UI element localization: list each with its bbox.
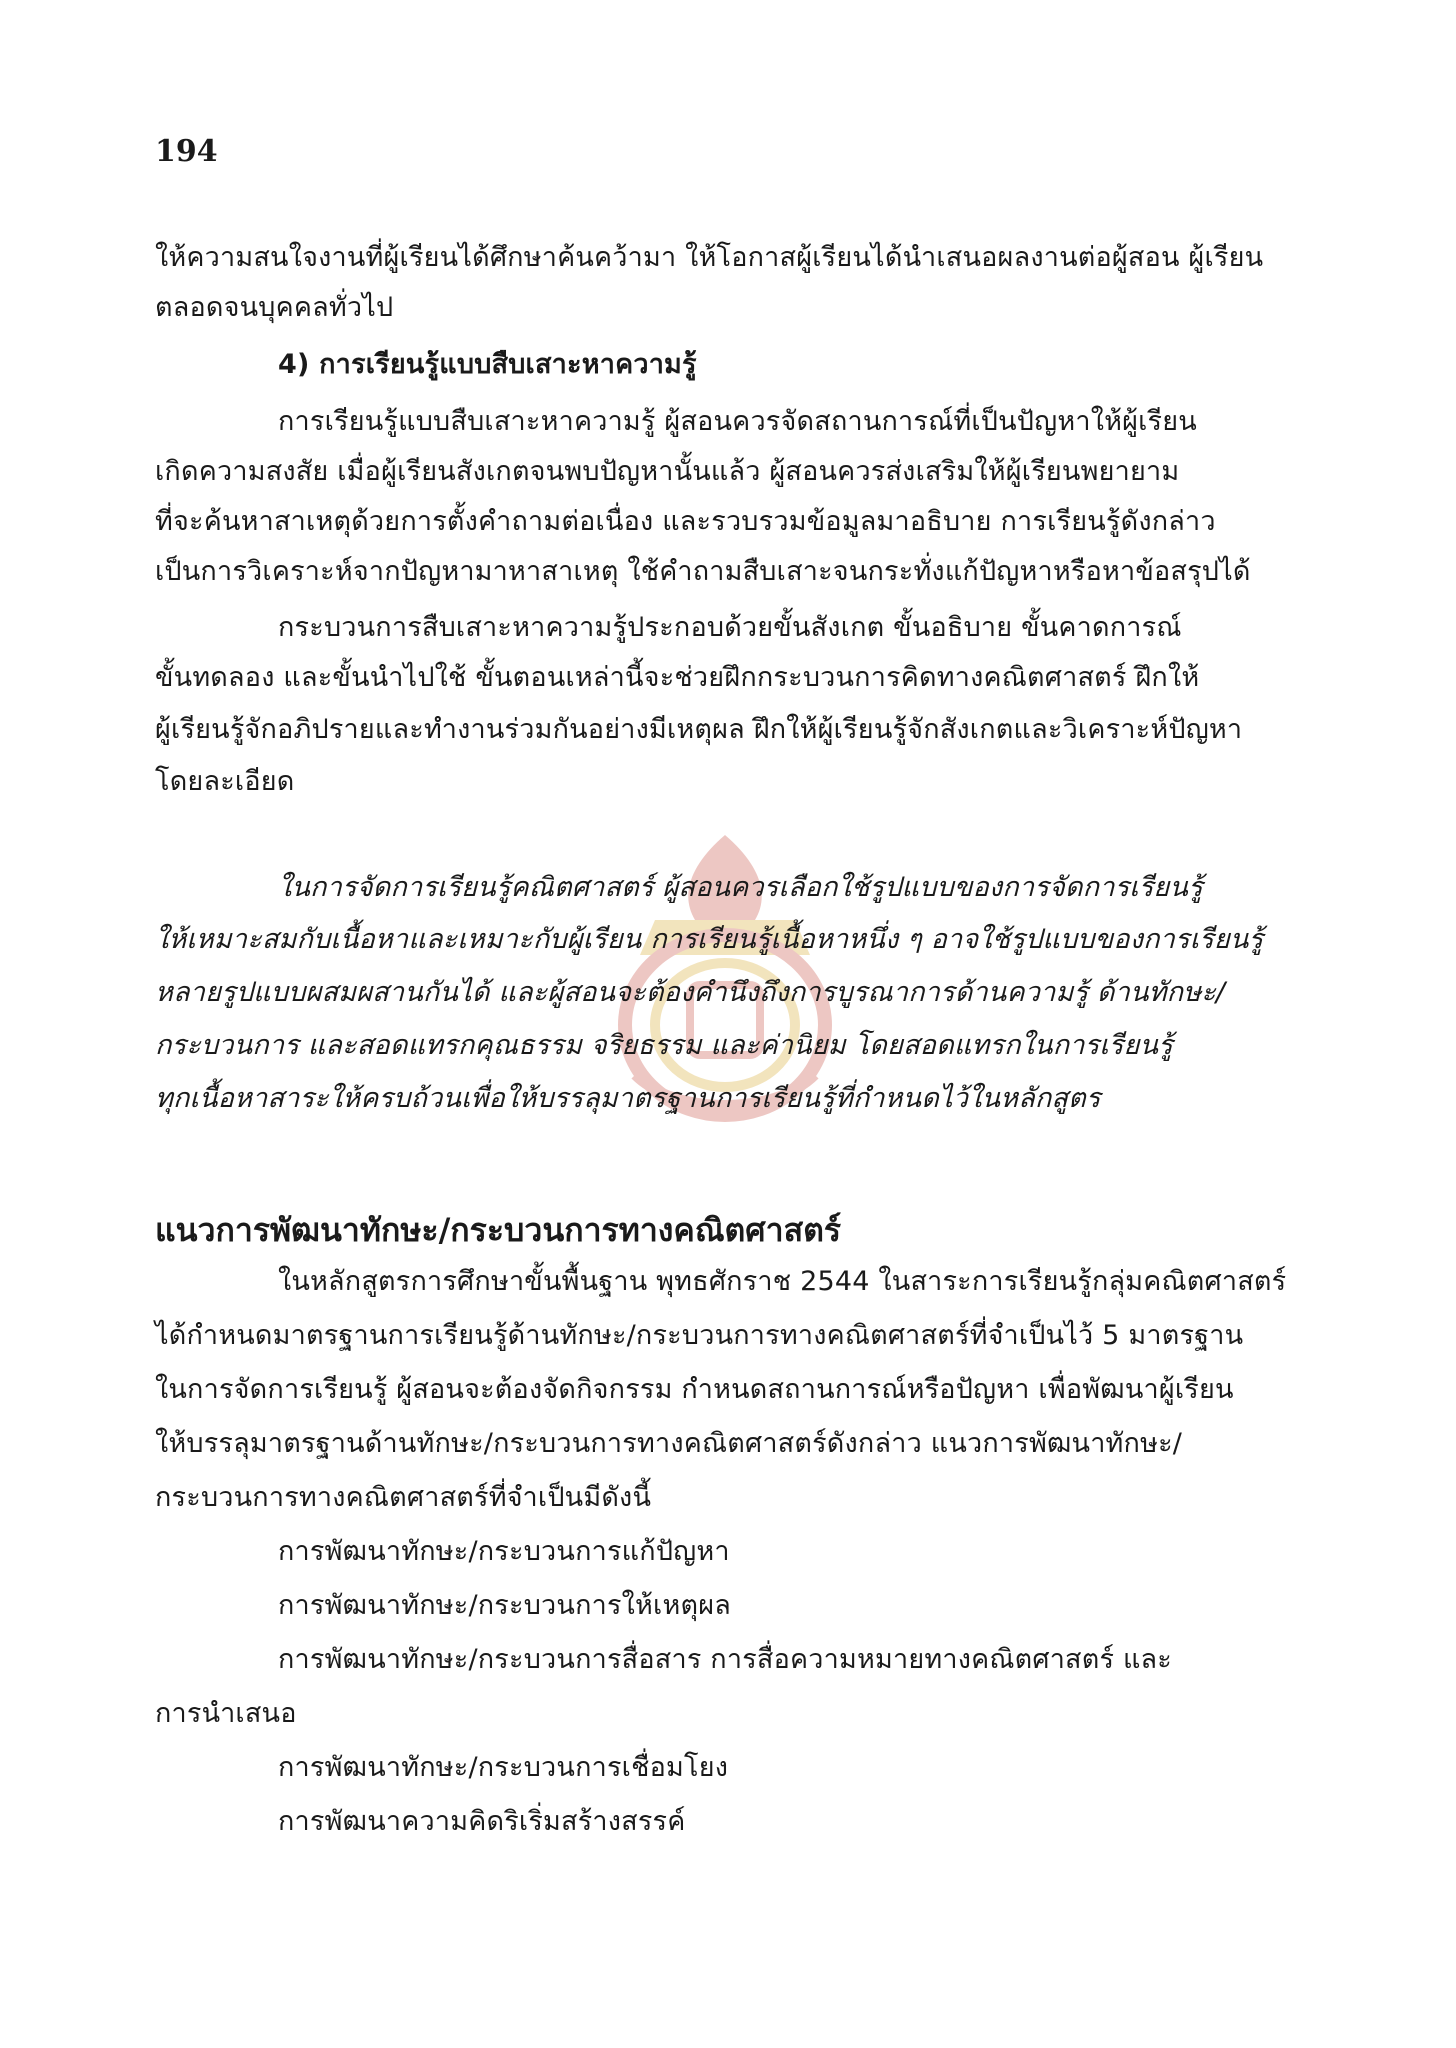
page-number: 194 <box>155 134 218 169</box>
intro-line: ตลอดจนบุคคลทั่วไป <box>155 292 394 323</box>
list-item: การพัฒนาทักษะ/กระบวนการแก้ปัญหา <box>278 1536 730 1567</box>
list-item: การพัฒนาความคิดริเริ่มสร้างสรรค์ <box>278 1806 686 1837</box>
italic-paragraph-line: กระบวนการ และสอดแทรกคุณธรรม จริยธรรม และค่านิยม โดยสอดแทรกในการเรียนรู้ <box>155 1030 1173 1061</box>
italic-paragraph-line: ในการจัดการเรียนรู้คณิตศาสตร์ ผู้สอนควรเลือกใช้รูปแบบของการจัดการเรียนรู้ <box>278 872 1203 903</box>
paragraph-line: เกิดความสงสัย เมื่อผู้เรียนสังเกตจนพบปัญหานั้นแล้ว ผู้สอนควรส่งเสริมให้ผู้เรียนพยายาม <box>155 456 1180 487</box>
intro-line: ให้ความสนใจงานที่ผู้เรียนได้ศึกษาค้นคว้ามา ให้โอกาสผู้เรียนได้นำเสนอผลงานต่อผู้สอน ผู้เรียน <box>155 242 1264 273</box>
paragraph-line: ให้บรรลุมาตรฐานด้านทักษะ/กระบวนการทางคณิตศาสตร์ดังกล่าว แนวการพัฒนาทักษะ/ <box>155 1428 1183 1459</box>
paragraph-line: ผู้เรียนรู้จักอภิปรายและทำงานร่วมกันอย่างมีเหตุผล ฝึกให้ผู้เรียนรู้จักสังเกตและวิเคราะห์ปัญหา <box>155 714 1243 745</box>
paragraph-line: ในการจัดการเรียนรู้ ผู้สอนจะต้องจัดกิจกรรม กำหนดสถานการณ์หรือปัญหา เพื่อพัฒนาผู้เรียน <box>155 1374 1234 1405</box>
paragraph-line: ที่จะค้นหาสาเหตุด้วยการตั้งคำถามต่อเนื่อง และรวบรวมข้อมูลมาอธิบาย การเรียนรู้ดังกล่าว <box>155 506 1216 537</box>
list-item: การพัฒนาทักษะ/กระบวนการให้เหตุผล <box>278 1590 731 1621</box>
paragraph-line: ในหลักสูตรการศึกษาขั้นพื้นฐาน พุทธศักราช 2544 ในสาระการเรียนรู้กลุ่มคณิตศาสตร์ <box>278 1266 1287 1297</box>
italic-paragraph-line: หลายรูปแบบผสมผสานกันได้ และผู้สอนจะต้องคำนึงถึงการบูรณาการด้านความรู้ ด้านทักษะ/ <box>155 977 1226 1008</box>
paragraph-line: ขั้นทดลอง และขั้นนำไปใช้ ขั้นตอนเหล่านี้จะช่วยฝึกกระบวนการคิดทางคณิตศาสตร์ ฝึกให้ <box>155 662 1200 693</box>
paragraph-line: โดยละเอียด <box>155 766 295 797</box>
subheading: 4) การเรียนรู้แบบสืบเสาะหาความรู้ <box>278 349 697 380</box>
italic-paragraph-line: ทุกเนื้อหาสาระให้ครบถ้วนเพื่อให้บรรลุมาตรฐานการเรียนรู้ที่กำหนดไว้ในหลักสูตร <box>155 1083 1101 1114</box>
list-item: การพัฒนาทักษะ/กระบวนการเชื่อมโยง <box>278 1752 729 1783</box>
paragraph-line: ได้กำหนดมาตรฐานการเรียนรู้ด้านทักษะ/กระบวนการทางคณิตศาสตร์ที่จำเป็นไว้ 5 มาตรฐาน <box>155 1320 1244 1351</box>
list-item: การพัฒนาทักษะ/กระบวนการสื่อสาร การสื่อความหมายทางคณิตศาสตร์ และ <box>278 1644 1172 1675</box>
paragraph-line: การเรียนรู้แบบสืบเสาะหาความรู้ ผู้สอนควรจัดสถานการณ์ที่เป็นปัญหาให้ผู้เรียน <box>278 406 1197 437</box>
paragraph-line: เป็นการวิเคราะห์จากปัญหามาหาสาเหตุ ใช้คำถามสืบเสาะจนกระทั่งแก้ปัญหาหรือหาข้อสรุปได้ <box>155 556 1251 587</box>
italic-paragraph-line: ให้เหมาะสมกับเนื้อหาและเหมาะกับผู้เรียน การเรียนรู้เนื้อหาหนึ่ง ๆ อาจใช้รูปแบบของการเรียนรู้ <box>155 924 1264 955</box>
paragraph-line: กระบวนการสืบเสาะหาความรู้ประกอบด้วยขั้นสังเกต ขั้นอธิบาย ขั้นคาดการณ์ <box>278 612 1182 643</box>
list-item-continuation: การนำเสนอ <box>155 1698 297 1729</box>
paragraph-line: กระบวนการทางคณิตศาสตร์ที่จำเป็นมีดังนี้ <box>155 1482 652 1513</box>
section-heading: แนวการพัฒนาทักษะ/กระบวนการทางคณิตศาสตร์ <box>155 1211 842 1249</box>
